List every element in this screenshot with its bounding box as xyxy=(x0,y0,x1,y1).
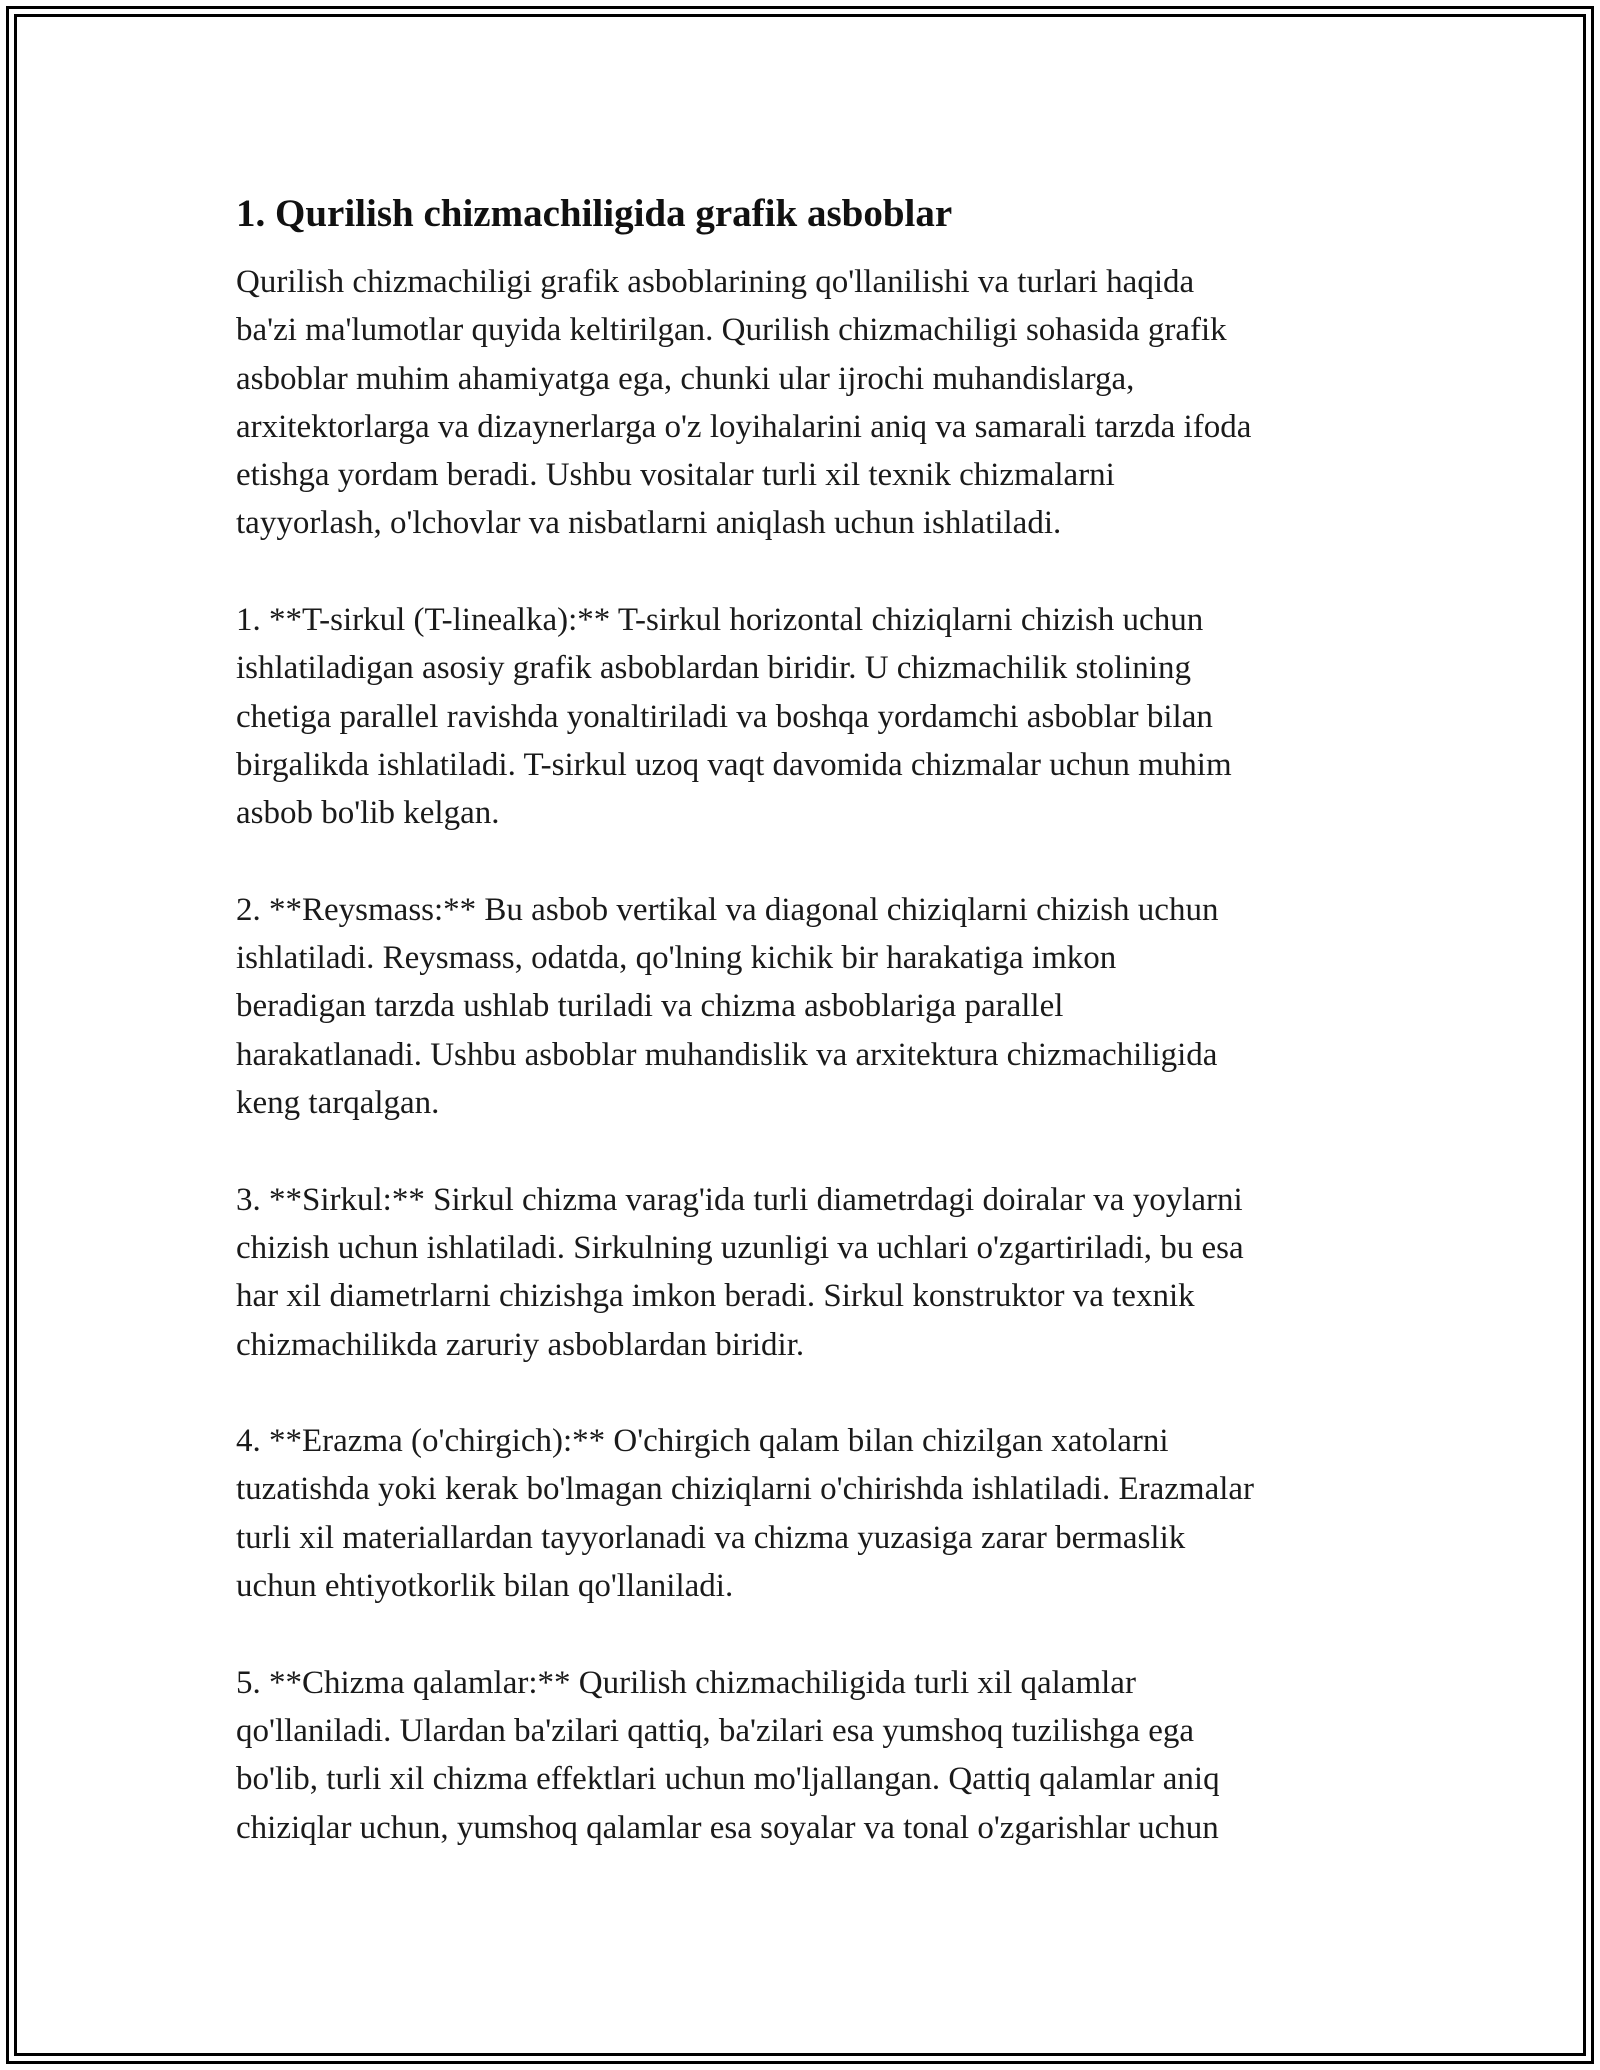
text-line: asbob bo'lib kelgan. xyxy=(236,795,500,832)
text-line: tayyorlash, o'lchovlar va nisbatlarni aniqlash uchun ishlatiladi. xyxy=(236,505,1062,542)
text-line: keng tarqalgan. xyxy=(236,1085,440,1122)
text-line: chiziqlar uchun, yumshoq qalamlar esa soyalar va tonal o'zgarishlar uchun xyxy=(236,1809,1219,1846)
text-line: 3. **Sirkul:** Sirkul chizma varag'ida turli diametrdagi doiralar va yoylarni xyxy=(236,1181,1243,1218)
text-line: arxitektorlarga va dizaynerlarga o'z loyihalarini aniq va samarali tarzda ifoda xyxy=(236,408,1252,445)
text-line: harakatlanadi. Ushbu asboblar muhandislik va arxitektura chizmachiligida xyxy=(236,1036,1218,1073)
text-line: beradigan tarzda ushlab turiladi va chizma asboblariga parallel xyxy=(236,988,1064,1025)
text-line: chizish uchun ishlatiladi. Sirkulning uzunligi va uchlari o'zgartiriladi, bu esa xyxy=(236,1229,1244,1266)
text-line: chizmachilikda zaruriy asboblardan biridir. xyxy=(236,1326,805,1363)
item-paragraph-reysmass xyxy=(236,886,1386,1127)
intro-paragraph xyxy=(236,258,1386,548)
text-line: tuzatishda yoki kerak bo'lmagan chiziqlarni o'chirishda ishlatiladi. Erazmalar xyxy=(236,1471,1255,1508)
document-body xyxy=(236,190,1386,1900)
text-line: qo'llaniladi. Ulardan ba'zilari qattiq, ba'zilari esa yumshoq tuzilishga ega xyxy=(236,1712,1195,1749)
text-line: chetiga parallel ravishda yonaltiriladi va boshqa yordamchi asboblar bilan xyxy=(236,698,1213,735)
item-paragraph-t-sirkul xyxy=(236,596,1386,837)
text-line: uchun ehtiyotkorlik bilan qo'llaniladi. xyxy=(236,1568,734,1605)
text-line: Qurilish chizmachiligi grafik asboblarining qo'llanilishi va turlari haqida xyxy=(236,264,1195,300)
text-line: 5. **Chizma qalamlar:** Qurilish chizmachiligida turli xil qalamlar xyxy=(236,1664,1136,1701)
text-line: turli xil materiallardan tayyorlanadi va chizma yuzasiga zarar bermaslik xyxy=(236,1519,1186,1556)
item-paragraph-sirkul xyxy=(236,1176,1386,1369)
item-paragraph-chizma-qalamlar xyxy=(236,1659,1386,1852)
text-line: bo'lib, turli xil chizma effektlari uchun mo'ljallangan. Qattiq qalamlar aniq xyxy=(236,1761,1220,1798)
text-line: ishlatiladi. Reysmass, odatda, qo'lning kichik bir harakatiga imkon xyxy=(236,940,1117,977)
text-line: 4. **Erazma (o'chirgich):** O'chirgich qalam bilan chizilgan xatolarni xyxy=(236,1423,1169,1460)
text-line: 1. **T-sirkul (T-linealka):** T-sirkul horizontal chiziqlarni chizish uchun xyxy=(236,602,1204,639)
text-line: asboblar muhim ahamiyatga ega, chunki ular ijrochi muhandislarga, xyxy=(236,360,1135,397)
text-line: birgalikda ishlatiladi. T-sirkul uzoq vaqt davomida chizmalar uchun muhim xyxy=(236,746,1232,783)
document-title: 1. Qurilish chizmachiligida grafik asboblar xyxy=(236,192,953,235)
item-paragraph-erazma xyxy=(236,1417,1386,1610)
text-line: har xil diametrlarni chizishga imkon beradi. Sirkul konstruktor va texnik xyxy=(236,1278,1195,1315)
text-line: 2. **Reysmass:** Bu asbob vertikal va diagonal chiziqlarni chizish uchun xyxy=(236,891,1219,928)
text-line: etishga yordam beradi. Ushbu vositalar turli xil texnik chizmalarni xyxy=(236,457,1115,494)
text-line: ba'zi ma'lumotlar quyida keltirilgan. Qurilish chizmachiligi sohasida grafik xyxy=(236,312,1227,349)
text-line: ishlatiladigan asosiy grafik asboblardan biridir. U chizmachilik stolining xyxy=(236,650,1191,687)
